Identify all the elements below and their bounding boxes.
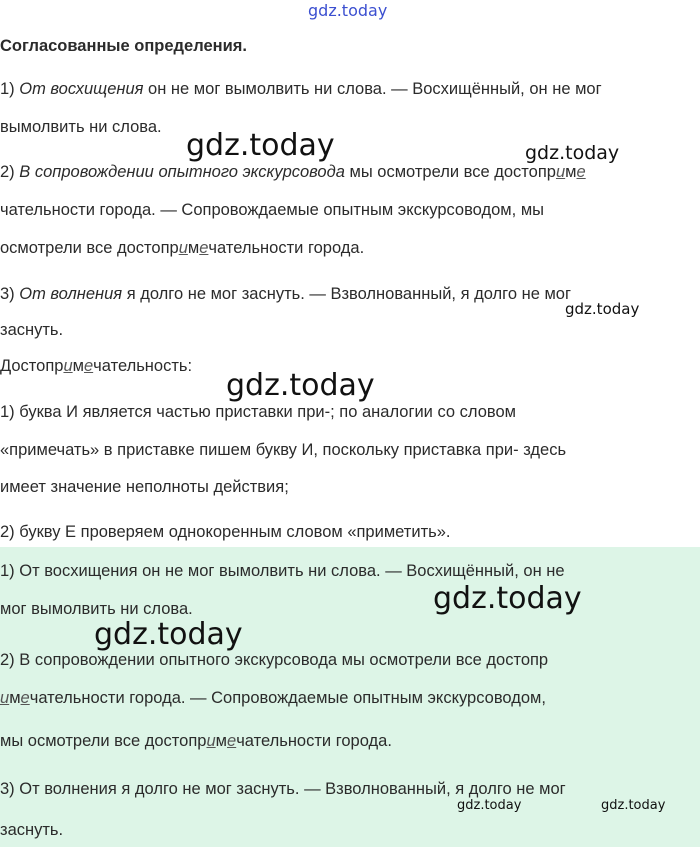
answer-1-line-1: 1) От восхищения он не мог вымолвить ни слова. — Восхищённый, он не [0,562,565,580]
answer-2-line-1: 2) В сопровождении опытного экскурсовода мы осмотрели все достопр [0,651,549,669]
sentence-text: мы осмотрели все достопр [344,163,556,181]
watermark: gdz.today [457,798,522,813]
watermark: gdz.today [308,1,388,20]
sentence-2-line-3 [0,238,364,258]
answer-1-line-2: мог вымолвить ни слова. [0,600,193,618]
explanation-1-line-1: 1) буква И является частью приставки при-; по аналогии со словом [0,403,517,421]
orthogram-letter: и [555,163,566,181]
answer-2-line-3 [0,731,392,751]
letter: м [72,357,84,375]
sentence-1-line-1 [0,79,602,99]
sentence-number: 2) [0,163,20,181]
orthogram-letter: и [63,357,73,375]
sentence-text: чательности города. — Сопровождаемые опытным экскурсоводом, [29,689,546,707]
sentence-text: он не мог вымолвить ни слова. — Восхищённый, он не мог [143,80,602,98]
letter: м [215,732,227,750]
orthogram-letter: е [20,689,30,707]
italic-phrase: От восхищения [19,80,144,98]
watermark: gdz.today [601,798,666,813]
orthogram-letter: е [199,239,209,257]
watermark: gdz.today [433,581,582,616]
explanation-1-line-3: имеет значение неполноты действия; [0,478,289,496]
orthogram-letter: и [0,689,10,707]
orthogram-letter: е [227,732,237,750]
watermark: gdz.today [186,128,335,163]
sentence-2-line-2: чательности города. — Сопровождаемые опытным экскурсоводом, мы [0,201,545,219]
word-part: Достопр [0,357,64,375]
sentence-text: мы осмотрели все достопр [0,732,207,750]
watermark: gdz.today [226,368,375,403]
sentence-3-line-1 [0,284,571,304]
sentence-text: чательности города. [236,732,392,750]
sentence-1-line-2: вымолвить ни слова. [0,118,162,136]
sentence-2-line-1 [0,162,586,182]
explanation-2: 2) букву Е проверяем однокоренным словом «приметить». [0,523,451,541]
answer-2-line-2 [0,688,546,708]
sentence-number: 1) [0,80,20,98]
orthogram-letter: е [83,357,94,375]
watermark: gdz.today [525,142,620,164]
sentence-text: чательности города. [208,239,365,257]
sentence-text: я долго не мог заснуть. — Взволнованный, я долго не мог [122,285,571,303]
watermark: gdz.today [94,617,243,652]
word-part: чательность: [93,357,193,375]
watermark: gdz.today [565,300,640,318]
sentence-text: осмотрели все достопр [0,239,179,257]
italic-phrase: От волнения [19,285,123,303]
orthogram-letter: и [178,239,188,257]
orthogram-letter: и [206,732,216,750]
sentence-number: 3) [0,285,20,303]
explanation-1-line-2: «примечать» в приставке пишем букву И, поскольку приставка при- здесь [0,441,567,459]
italic-phrase: В сопровождении опытного экскурсовода [19,163,345,181]
sentence-3-line-2: заснуть. [0,321,64,339]
orthogram-letter: е [576,163,586,181]
word-analysis-heading [0,356,192,376]
answer-3-line-2: заснуть. [0,821,64,839]
letter: м [565,163,577,181]
letter: м [9,689,21,707]
section-heading: Согласованные определения. [0,37,247,55]
answer-3-line-1: 3) От волнения я долго не мог заснуть. — Взволнованный, я долго не мог [0,780,566,798]
letter: м [187,239,200,257]
